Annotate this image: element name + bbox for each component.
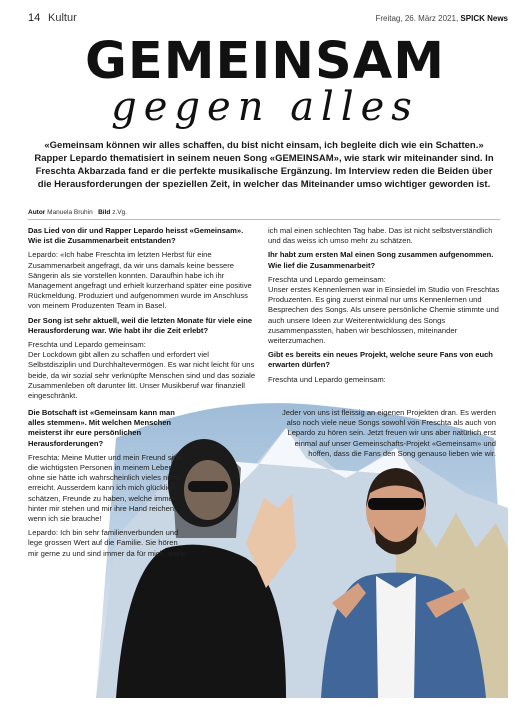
question-4: Gibt es bereits ein neues Projekt, welche seure Fans von euch erwarten dürfen? xyxy=(268,350,493,370)
image-label: Bild xyxy=(98,209,111,216)
question-2: Der Song ist sehr aktuell, weil die letzten Monate für viele eine Herausforderung war. Wie habt ihr die Zeit erlebt? xyxy=(28,315,253,335)
answer-3: Unser erstes Kennenlernen war in Einsiedel im Studio von Freschtas Produzenten. Es ging zuerst einmal nur ums Kennenlernen und Besprechen des Songs. Als unsere persönliche Chemie stimmte und auch unsere Ideen zur Weiterentwicklung des Songs zusammenpassten, haben wir beschlossen, miteinander weiterzumachen. xyxy=(268,285,500,346)
page-header xyxy=(0,10,530,28)
article-subtitle: gegen alles xyxy=(111,84,419,130)
author-name: Manuela Bruhin xyxy=(47,209,93,216)
question-1: Das Lied von dir und Rapper Lepardo heisst «Gemeinsam». Wie ist die Zusammenarbeit entstanden? xyxy=(28,226,244,246)
answer-5-continued: ich mal einen schlechten Tag habe. Das ist nicht selbstverständlich und das weiss ich umso mehr zu schätzen. xyxy=(268,226,493,246)
page-number: 14 xyxy=(28,12,41,24)
answer-4: Jeder von uns ist fleissig an eigenen Projekten dran. Es werden also noch viele neue Songs sowohl von Freschta als auch von Lepardo zu hören sein. Jetzt freuen wir uns aber natürlich erst einmal auf unser Gemeinschafts-Projekt «Gemeinsam» und hoffen, dass die Fans den Song genauso lieben wie wir. xyxy=(281,408,496,458)
article-title: GEMEINSAM xyxy=(85,32,445,91)
answer-5a: Freschta: Meine Mutter und mein Freund sind die wichtigsten Personen in meinem Leben, ohne sie hätte ich wahrscheinlich vieles nicht erreicht. Ausserdem kann ich mich glücklich schätzen, Freunde zu haben, welche immer hinter mir stehen und mir ihre Hand reichen, wenn ich sie brauche! xyxy=(28,452,182,524)
issue-date xyxy=(375,14,508,23)
article-lead: «Gemeinsam können wir alles schaffen, du bist nicht einsam, ich begleite dich wie ein Schatten.» Rapper Lepardo thematisiert in seinem neuen Song «GEMEINSAM», wie stark wir miteinander sind. In Freschta Akbarzada fand er die perfekte musikalische Ergänzung. Im Interview reden die Beiden über die Herausforderungen der speziellen Zeit, in welcher das Miteinander umso wichtiger geworden ist. xyxy=(34,140,494,190)
section-name: Kultur xyxy=(48,12,77,24)
column-2 xyxy=(268,226,504,385)
date-text: Freitag, 26. März 2021, xyxy=(375,14,459,23)
answer-2-intro: Freschta und Lepardo gemeinsam: xyxy=(28,340,146,350)
author-label: Autor xyxy=(28,209,46,216)
answer-2: Der Lockdown gibt allen zu schaffen und erfordert viel Selbstdisziplin und Durchhaltevermögen. Es war nicht leicht für uns beide, da wir sozial sehr verknüpfte Menschen sind und das soziale Zusammenleben oft darunter litt. Unser Musikberuf war finanziell eingeschränkt. xyxy=(28,350,256,401)
column-1 xyxy=(28,226,256,405)
column-4 xyxy=(270,408,496,463)
question-3: Ihr habt zum ersten Mal einen Song zusammen aufgenommen. Wie lief die Zusammenarbeit? xyxy=(268,250,494,270)
image-credit: z.Vg. xyxy=(112,209,128,216)
answer-1: Lepardo: «Ich habe Freschta im letzten Herbst für eine Zusammenarbeit angefragt, da wir uns damals keine bessere Sängerin als sie vorstellen konnten. Daraufhin habe ich ihr Management angefragt und erhielt kurzerhand später eine positive Rückmeldung. Produziert und aufgenommen wurde im Anschluss von meinem Produzenten Team in Basel. xyxy=(28,250,252,311)
divider xyxy=(28,219,500,220)
answer-3-intro: Freschta und Lepardo gemeinsam: xyxy=(268,274,386,284)
publication-name: SPICK News xyxy=(460,14,508,23)
question-5: Die Botschaft ist «Gemeinsam kann man alles stemmen». Mit welchen Menschen meisterst ihr eure persönlichen Herausforderungen? xyxy=(28,408,175,448)
article-credits xyxy=(28,209,127,216)
answer-4-intro: Freschta und Lepardo gemeinsam: xyxy=(268,374,386,384)
answer-5b: Lepardo: Ich bin sehr familienverbunden und lege grossen Wert auf die Familie. Sie hören mir gerne zu und sind immer da für mich, wenn xyxy=(28,528,187,558)
column-3 xyxy=(28,408,188,563)
